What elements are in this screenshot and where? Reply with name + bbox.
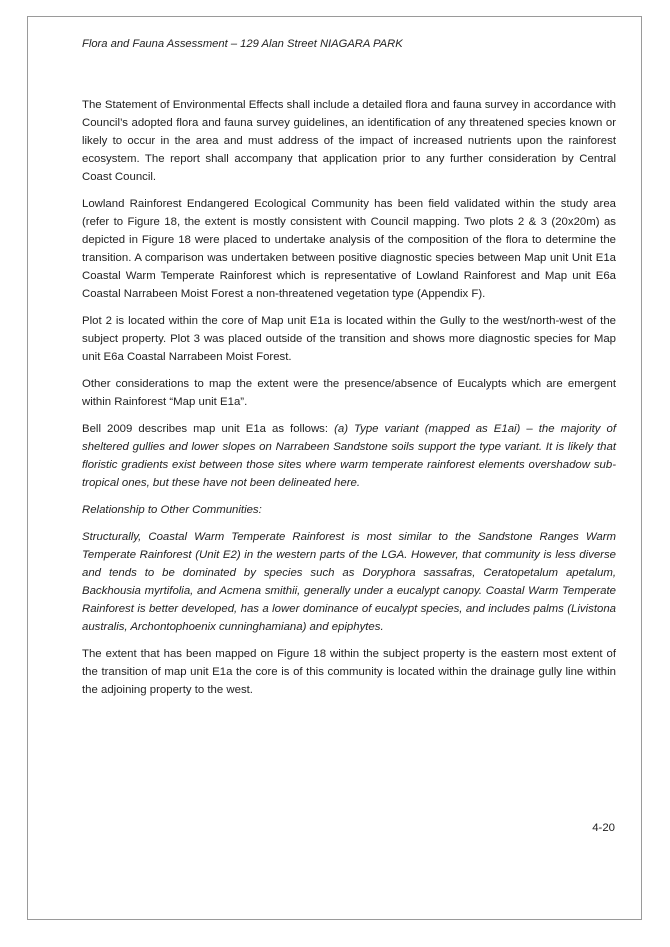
bell-2009-lead: Bell 2009 describes map unit E1a as follows: bbox=[82, 423, 335, 435]
paragraph-statement-of-environmental-effects: The Statement of Environmental Effects shall include a detailed flora and fauna survey in accordance with Council’s adopted flora and fauna survey guidelines, an identification of any threatened species known or likely to occur in the area and must address of the impact of increased nutrients upon the rainforest ecosystem. The report shall accompany that application prior to any further consideration by Central Coast Council. bbox=[82, 99, 616, 183]
paragraph-other-considerations: Other considerations to map the extent were the presence/absence of Eucalypts which are emergent within Rainforest “Map unit E1a”. bbox=[82, 378, 616, 408]
paragraph-mapped-extent: The extent that has been mapped on Figure 18 within the subject property is the eastern most extent of the transition of map unit E1a the core is of this community is located within the drainage gully line within the adjoining property to the west. bbox=[82, 648, 616, 696]
bell-2009-quote: (a) Type variant (mapped as E1ai) – the majority of sheltered gullies and lower slopes on Narrabeen Sandstone soils support the type variant. It is likely that floristic gradients exist between those sites where warm temperate rainforest elements overshadow sub-tropical ones, but these have not been delineated here. bbox=[82, 423, 616, 489]
running-header: Flora and Fauna Assessment – 129 Alan Street NIAGARA PARK bbox=[82, 38, 403, 50]
document-body bbox=[82, 96, 616, 708]
paragraph-structural-comparison: Structurally, Coastal Warm Temperate Rainforest is most similar to the Sandstone Ranges Warm Temperate Rainforest (Unit E2) in the western parts of the LGA. However, that community is less diverse and tends to be dominated by species such as Doryphora sassafras, Ceratopetalum apetalum, Backhousia myrtifolia, and Acmena smithii, generally under a eucalypt canopy. Coastal Warm Temperate Rainforest is better developed, has a lower dominance of eucalypt species, and includes palms (Livistona australis, Archontophoenix cunninghamiana) and epiphytes. bbox=[82, 531, 616, 633]
paragraph-plot-locations: Plot 2 is located within the core of Map unit E1a is located within the Gully to the west/north-west of the subject property. Plot 3 was placed outside of the transition and shows more diagnostic species for Map unit E6a Coastal Narrabeen Moist Forest. bbox=[82, 315, 616, 363]
page-number: 4-20 bbox=[592, 822, 615, 834]
subheading-relationship: Relationship to Other Communities: bbox=[82, 504, 262, 516]
paragraph-lowland-rainforest: Lowland Rainforest Endangered Ecological Community has been field validated within the study area (refer to Figure 18, the extent is mostly consistent with Council mapping. Two plots 2 & 3 (20x20m) as depicted in Figure 18 were placed to undertake analysis of the composition of the flora to determine the transition. A comparison was undertaken between positive diagnostic species between Map unit Unit E1a Coastal Warm Temperate Rainforest which is representative of Lowland Rainforest and Map unit E6a Coastal Narrabeen Moist Forest a non-threatened vegetation type (Appendix F). bbox=[82, 198, 616, 300]
paragraph-bell-2009 bbox=[82, 420, 616, 492]
